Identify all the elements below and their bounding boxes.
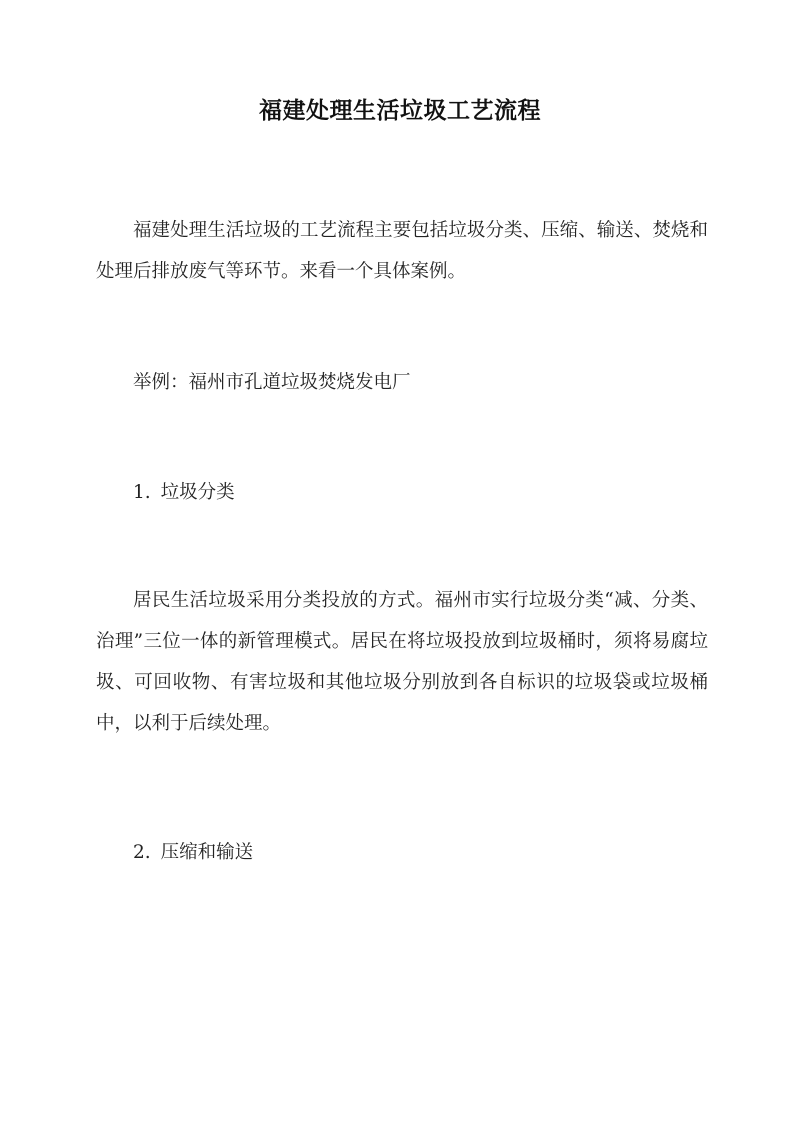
- section-heading-2: [133, 832, 253, 873]
- section-heading-text-1: 垃圾分类: [160, 482, 235, 503]
- section-number-1: 1.: [133, 482, 151, 503]
- section-number-2: 2.: [133, 842, 151, 863]
- section-body-1: 居民生活垃圾采用分类投放的方式。福州市实行垃圾分类“减、分类、治理”三位一体的新管理模式。居民在将垃圾投放到垃圾桶时，须将易腐垃圾、可回收物、有害垃圾和其他垃圾分别放到各自标识的垃圾袋或垃圾桶中，以利于后续处理。: [96, 590, 708, 734]
- example-line: 举例：福州市孔道垃圾焚烧发电厂: [133, 372, 411, 393]
- section-heading-1: [133, 472, 235, 513]
- intro-paragraph: 福建处理生活垃圾的工艺流程主要包括垃圾分类、压缩、输送、焚烧和处理后排放废气等环节。来看一个具体案例。: [96, 220, 708, 282]
- document-title: 福建处理生活垃圾工艺流程: [259, 97, 541, 124]
- section-heading-text-2: 压缩和输送: [160, 842, 254, 863]
